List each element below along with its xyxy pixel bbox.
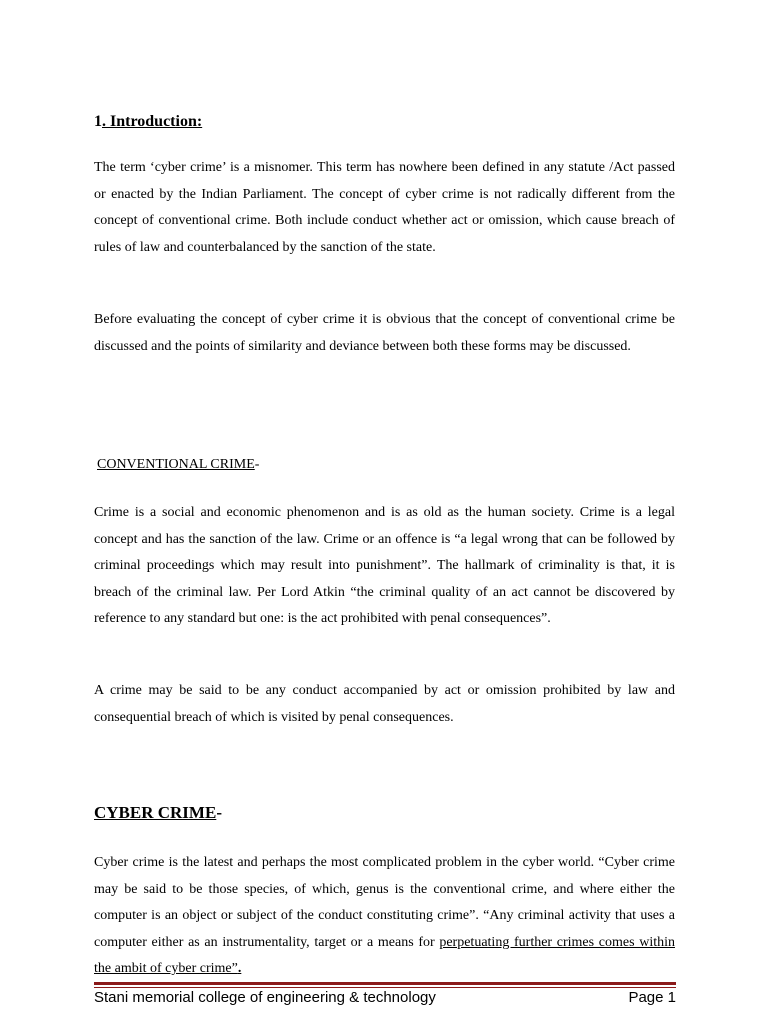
conventional-crime-heading <box>97 457 259 473</box>
cyber-crime-heading <box>94 803 222 823</box>
conventional-paragraph-1: Crime is a social and economic phenomenon and is as old as the human society. Crime is a legal concept and has the sanction of the law. Crime or an offence is “a legal wrong that can be followed by criminal proceedings which may result into punishment”. The hallmark of criminality is that, it is breach of the criminal law. Per Lord Atkin “the criminal quality of an act cannot be discovered by reference to any standard but one: is the act prohibited with penal consequences”. <box>94 505 675 626</box>
cyber-paragraph-main: Cyber crime is the latest and perhaps the most complicated problem in the cyber world. “Cyber crime may be said to be those species, of which, genus is the conventional crime, and where either the computer is an object or subject of the conduct constituting crime”. “Any criminal activity that uses a computer either as an instrumentality, target or a means for <box>94 855 675 950</box>
conventional-paragraph-2: A crime may be said to be any conduct accompanied by act or omission prohibited by law and consequential breach of which is visited by penal consequences. <box>94 683 675 725</box>
footer-divider-thin <box>94 987 676 988</box>
cyber-crime-suffix: - <box>216 803 222 822</box>
conventional-crime-suffix: - <box>254 457 260 472</box>
conventional-crime-title: CONVENTIONAL CRIME <box>97 457 255 472</box>
footer-divider-thick <box>94 982 676 985</box>
intro-paragraph-2: Before evaluating the concept of cyber crime it is obvious that the concept of conventional crime be discussed and the points of similarity and deviance between both these forms may be discussed. <box>94 312 675 354</box>
page-footer <box>94 989 676 1006</box>
cyber-paragraph-end: . <box>237 961 242 976</box>
footer-college-name: Stani memorial college of engineering & technology <box>94 989 436 1006</box>
heading-title: . Introduction: <box>102 113 203 130</box>
cyber-paragraph-1 <box>94 850 675 983</box>
heading-number: 1 <box>94 113 102 130</box>
introduction-heading <box>94 113 202 131</box>
footer-page-number: Page 1 <box>628 989 676 1006</box>
cyber-paragraph-tail: perpetuating further crimes comes within the ambit of cyber crime” <box>94 934 675 976</box>
intro-paragraph-1: The term ‘cyber crime’ is a misnomer. This term has nowhere been defined in any statute /Act passed or enacted by the Indian Parliament. The concept of cyber crime is not radically different from the concept of conventional crime. Both include conduct whether act or omission, which cause breach of rules of law and counterbalanced by the sanction of the state. <box>94 160 675 255</box>
cyber-crime-title: CYBER CRIME <box>94 803 217 822</box>
